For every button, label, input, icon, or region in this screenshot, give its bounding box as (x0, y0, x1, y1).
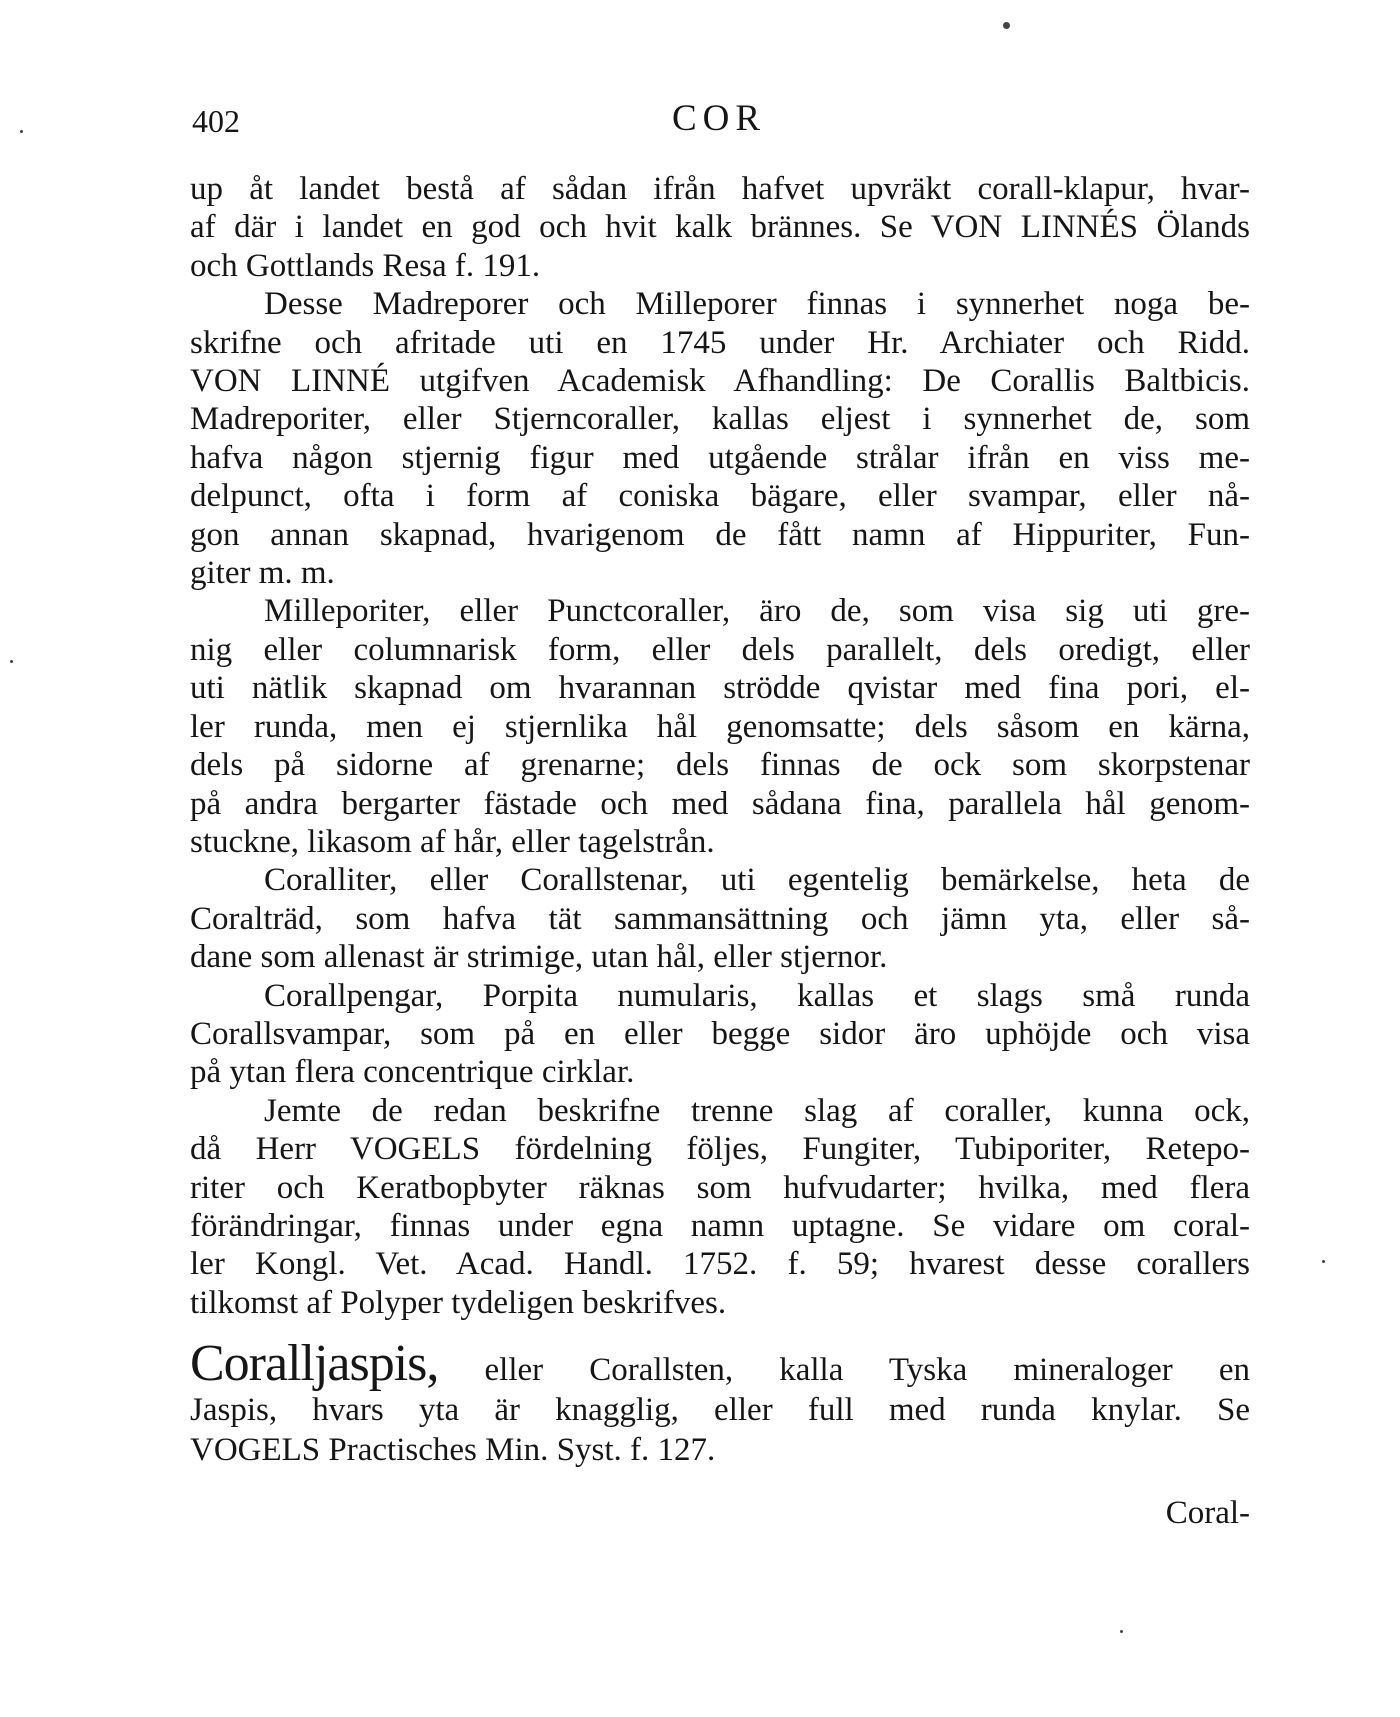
page-number: 402 (192, 103, 240, 139)
ink-speck (1003, 22, 1010, 29)
text-line: Corallpengar, Porpita numularis, kallas et slags små runda (264, 977, 1250, 1014)
text-line: af där i landet en god och hvit kalk brännes. Se VON LINNÉS Ölands (190, 209, 1250, 246)
text-line: stuckne, likasom af hår, eller tagelstrån. (190, 823, 715, 860)
text-line: Coralliter, eller Corallstenar, uti egentelig bemärkelse, heta de (264, 862, 1250, 899)
text-line: riter och Keratbopbyter räknas som hufvudarter; hvilka, med flera (190, 1169, 1250, 1206)
ink-speck (1322, 1260, 1325, 1263)
text-line: Coralträd, som hafva tät sammansättning och jämn yta, eller så- (190, 900, 1250, 937)
text-line: up åt landet bestå af sådan ifrån hafvet upvräkt corall-klapur, hvar- (190, 171, 1250, 207)
entry-first-line (190, 1335, 1250, 1393)
text-line: på ytan flera concentrique cirklar. (190, 1054, 635, 1091)
text-line: skrifne och afritade uti en 1745 under Hr. Archiater och Ridd. (190, 324, 1250, 361)
ink-speck (1120, 1630, 1123, 1633)
text-line: då Herr VOGELS fördelning följes, Fungiter, Tubiporiter, Retepo- (190, 1131, 1250, 1168)
entry-headword: Coralljaspis, (190, 1335, 439, 1393)
text-line: hafva någon stjernig figur med utgående strålar ifrån en viss me- (190, 439, 1250, 476)
text-line: på andra bergarter fästade och med sådana fina, parallela hål genom- (190, 785, 1250, 822)
text-line: VOGELS Practisches Min. Syst. f. 127. (190, 1432, 716, 1469)
text-line: Madreporiter, eller Stjerncoraller, kallas eljest i synnerhet de, som (190, 401, 1250, 438)
ink-speck (10, 660, 13, 663)
running-head: COR (671, 98, 767, 139)
ink-speck (20, 130, 23, 133)
text-line: dane som allenast är strimige, utan hål, eller stjernor. (190, 939, 888, 976)
text-line: uti nätlik skapnad om hvarannan strödde qvistar med fina pori, el- (190, 670, 1250, 707)
catchword: Coral- (1165, 1495, 1250, 1531)
text-line: gon annan skapnad, hvarigenom de fått namn af Hippuriter, Fun- (190, 516, 1250, 553)
text-line: Jemte de redan beskrifne trenne slag af coraller, kunna ock, (264, 1092, 1250, 1129)
text-line: Desse Madreporer och Milleporer finnas i synnerhet noga be- (264, 286, 1250, 323)
text-line: nig eller columnarisk form, eller dels parallelt, dels oredigt, eller (190, 631, 1250, 668)
text-line: giter m. m. (190, 555, 335, 592)
text-line: förändringar, finnas under egna namn uptagne. Se vidare om coral- (190, 1207, 1250, 1244)
text-line: och Gottlands Resa f. 191. (190, 247, 541, 284)
text-line: Corallsvampar, som på en eller begge sidor äro uphöjde och visa (190, 1015, 1250, 1052)
page-body (190, 170, 1250, 1470)
page-header (192, 98, 1246, 153)
text-line: tilkomst af Polyper tydeligen beskrifves. (190, 1284, 727, 1321)
text-line: ler Kongl. Vet. Acad. Handl. 1752. f. 59; hvarest desse corallers (190, 1246, 1250, 1283)
text-line: VON LINNÉ utgifven Academisk Afhandling: De Corallis Baltbicis. (190, 363, 1250, 400)
text-line: Jaspis, hvars yta är knagglig, eller full med runda knylar. Se (190, 1392, 1250, 1429)
text-line: Milleporiter, eller Punctcoraller, äro de, som visa sig uti gre- (264, 593, 1250, 630)
text-line: dels på sidorne af grenarne; dels finnas de ock som skorpstenar (190, 747, 1250, 784)
text-line: ler runda, men ej stjernlika hål genomsatte; dels såsom en kärna, (190, 708, 1250, 745)
entry-text: eller Corallsten, kalla Tyska mineraloger en (484, 1352, 1250, 1389)
text-line: delpunct, ofta i form af coniska bägare, eller svampar, eller nå- (190, 478, 1250, 515)
